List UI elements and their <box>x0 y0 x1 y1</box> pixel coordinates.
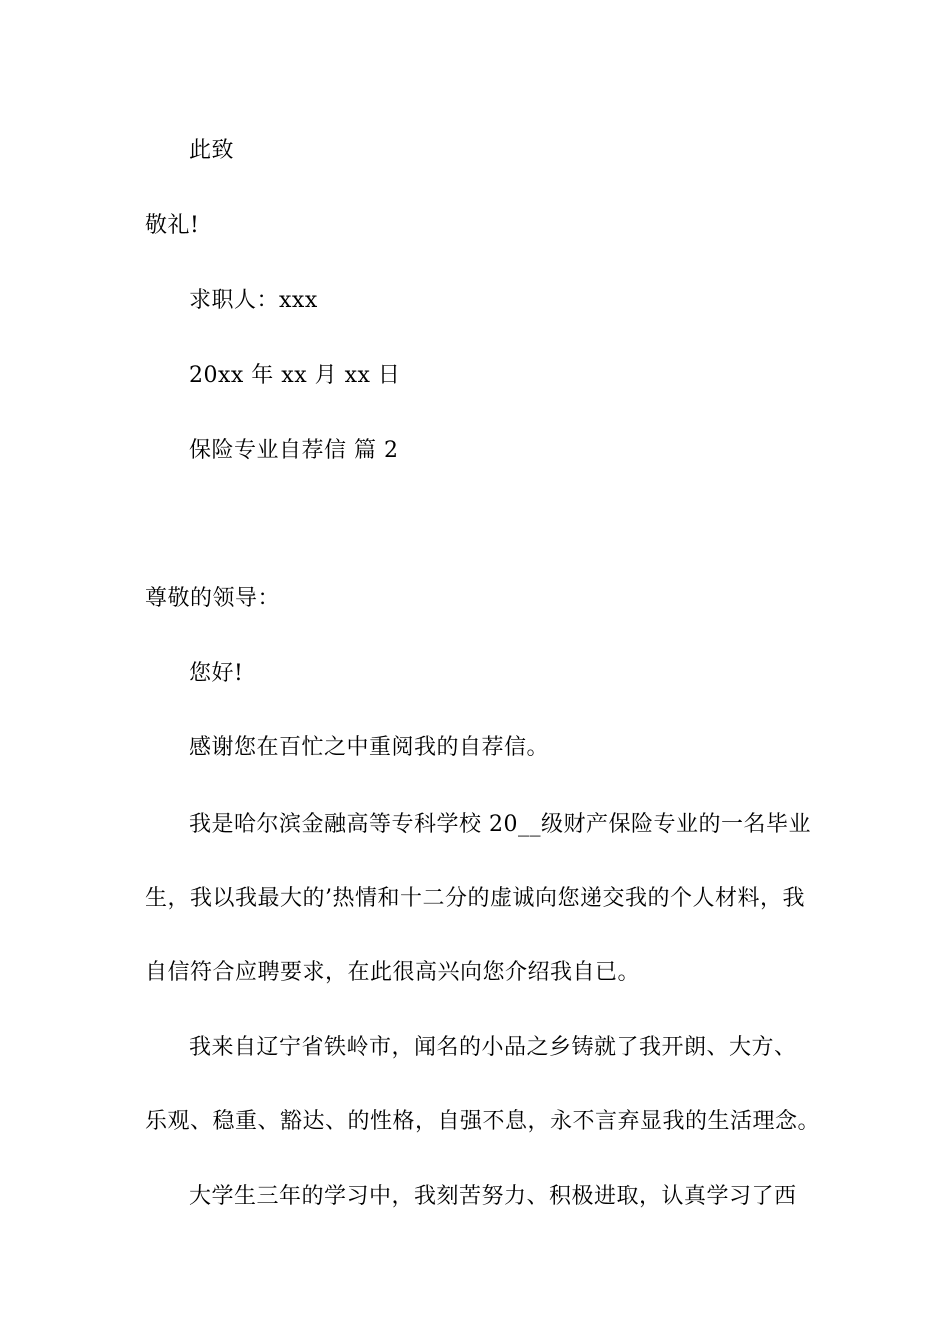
paragraph-study-line-1: 大学生三年的学习中，我刻苦努力、积极进取，认真学习了西 <box>189 1184 797 1209</box>
greeting-line: 尊敬的领导： <box>145 586 281 611</box>
signature-line: 求职人：xxx <box>189 288 318 313</box>
paragraph-intro-line-3: 自信符合应聘要求，在此很高兴向您介绍我自已。 <box>145 960 641 985</box>
paragraph-intro-line-2: 生，我以我最大的’热情和十二分的虚诚向您递交我的个人材料，我 <box>145 886 805 911</box>
section-heading: 保险专业自荐信 篇 2 <box>189 438 399 463</box>
paragraph-thanks: 感谢您在百忙之中重阅我的自荐信。 <box>189 735 550 760</box>
hello-line: 您好! <box>189 661 244 686</box>
paragraph-origin-line-1: 我来自辽宁省铁岭市，闻名的小品之乡铸就了我开朗、大方、 <box>189 1035 797 1060</box>
paragraph-origin-line-2: 乐观、稳重、豁达、的性格，自强不息，永不言弃显我的生活理念。 <box>145 1109 821 1134</box>
closing-salutation-2: 敬礼! <box>145 213 200 238</box>
paragraph-intro-line-1: 我是哈尔滨金融高等专科学校 20__级财产保险专业的一名毕业 <box>189 812 811 837</box>
closing-salutation-1: 此致 <box>189 138 235 163</box>
date-line: 20xx 年 xx 月 xx 日 <box>189 363 401 388</box>
